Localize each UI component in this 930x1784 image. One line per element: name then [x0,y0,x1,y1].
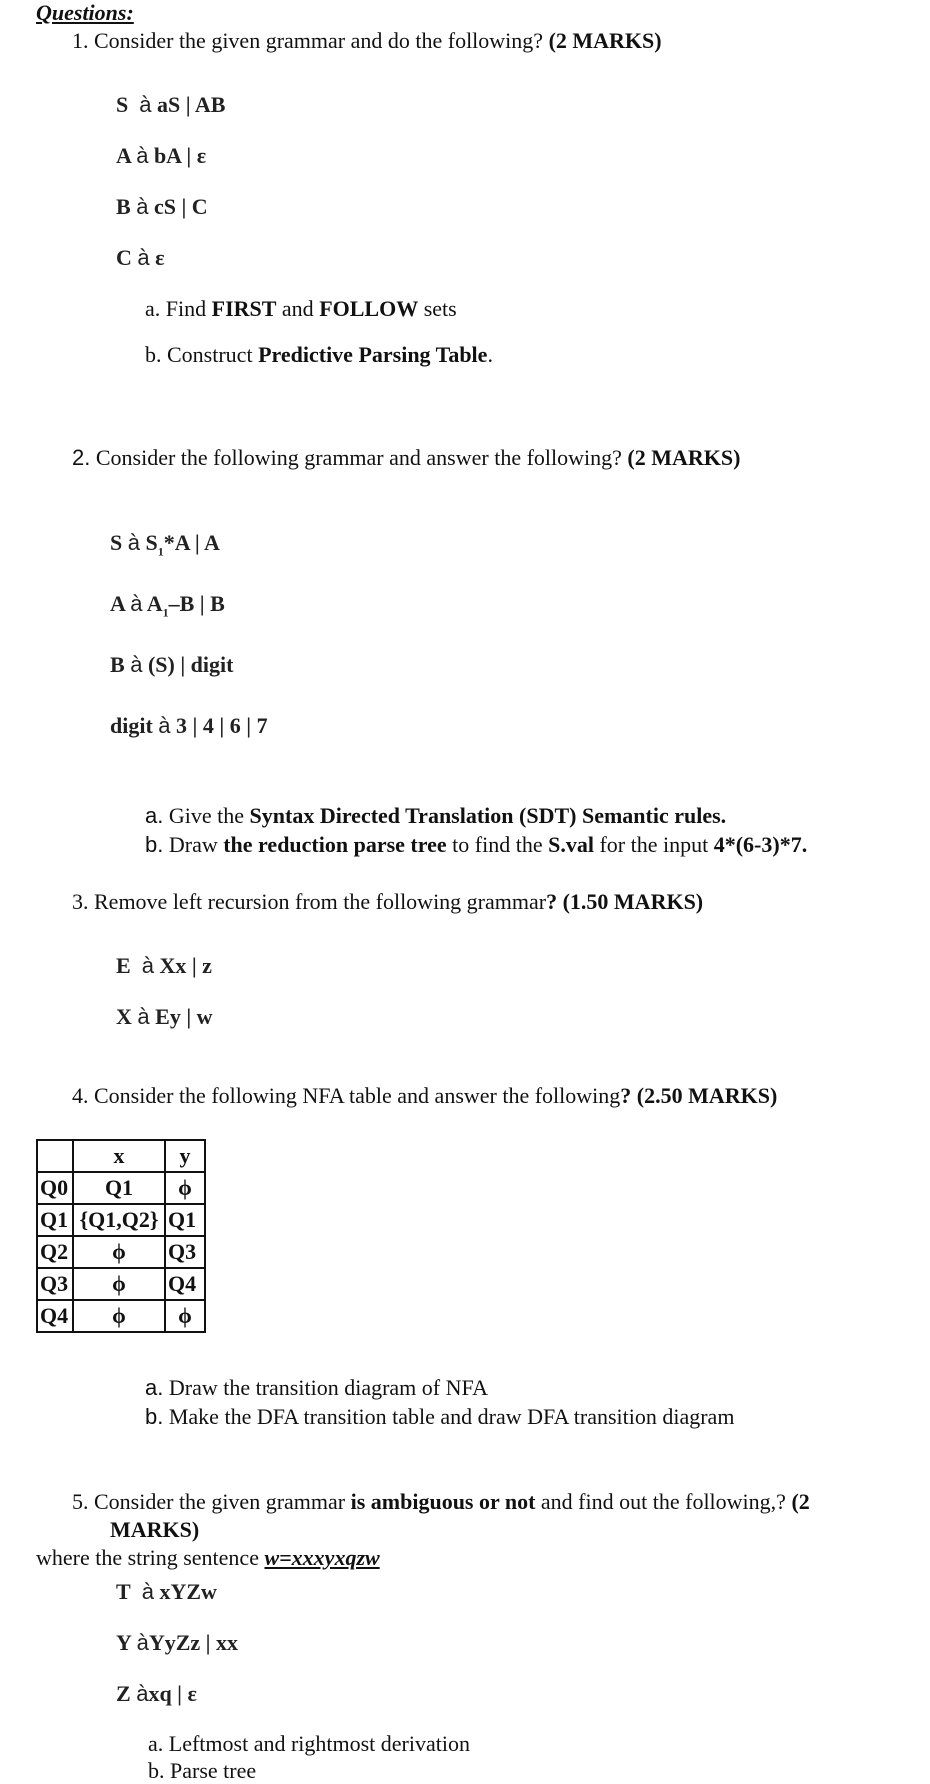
question-3: 3. Remove left recursion from the following grammar? (1.50 MARKS) [72,889,704,914]
table-header-cell [37,1140,73,1172]
table-cell: Q1 [73,1172,165,1204]
sub-question-2a: a. Give the Syntax Directed Translation (SDT) Semantic rules. [145,803,727,828]
grammar-rule: B à cS | C [116,194,208,219]
question-1 [72,28,662,54]
sub-question-4b: b. Make the DFA transition table and draw DFA transition diagram [145,1404,735,1429]
question-5-marks-cont: MARKS) [110,1517,200,1542]
table-cell: Q0 [37,1172,73,1204]
question-1-text: 1. Consider the given grammar and do the following? [72,28,544,53]
question-2: 2. Consider the following grammar and answer the following? (2 MARKS) [72,445,741,470]
grammar-rule: B à (S) | digit [110,652,234,677]
sub-question-5b: b. Parse tree [148,1758,257,1783]
sub-question-2b: b. Draw the reduction parse tree to find the S.val for the input 4*(6-3)*7. [145,832,808,857]
grammar-rule: S à aS | AB [116,92,226,117]
table-cell: ϕ [73,1300,165,1332]
table-cell: ϕ [165,1172,205,1204]
table-header-row [37,1140,205,1172]
table-cell: Q1 [165,1204,205,1236]
grammar-rule: E à Xx | z [116,953,212,978]
grammar-rule: S à $S_1*A$ | A [110,530,220,559]
question-5-string-line: where the string sentence w=xxxyxqzw [36,1545,380,1570]
table-header-cell: x [73,1140,165,1172]
question-5: 5. Consider the given grammar is ambiguous or not and find out the following,? (2 [72,1489,810,1514]
table-row [37,1172,205,1204]
string-sentence: w=xxxyxqzw [264,1545,380,1570]
question-4: 4. Consider the following NFA table and answer the following? (2.50 MARKS) [72,1083,778,1108]
question-2-marks: (2 MARKS) [627,445,741,470]
table-cell: Q1 [37,1204,73,1236]
table-cell: Q3 [37,1268,73,1300]
grammar-rule: digit à 3 | 4 | 6 | 7 [110,713,268,738]
grammar-rule: Y àYyZz | xx [116,1630,238,1655]
question-5-marks: (2 [791,1489,810,1514]
sub-question-1a: a. Find FIRST and FOLLOW sets [145,296,457,321]
grammar-rule: T à xYZw [116,1579,217,1604]
sub-question-4a: a. Draw the transition diagram of NFA [145,1375,488,1400]
table-cell: ϕ [73,1236,165,1268]
nfa-table [36,1139,206,1333]
table-cell: Q4 [165,1268,205,1300]
question-3-marks: ? (1.50 MARKS) [546,889,704,914]
page-title: Questions: [36,0,134,25]
grammar-rule: Z àxq | ε [116,1681,197,1706]
grammar-rule: X à Ey | w [116,1004,213,1029]
grammar-rule: C à ε [116,245,165,270]
grammar-rule: A à $A_1-B$ | B [110,591,225,620]
question-1-marks: (2 MARKS) [548,28,662,53]
table-cell: {Q1,Q2} [73,1204,165,1236]
sub-question-5a: a. Leftmost and rightmost derivation [148,1731,470,1756]
table-cell: ϕ [165,1300,205,1332]
table-row [37,1204,205,1236]
grammar-rule: A à bA | ε [116,143,207,168]
question-4-marks: ? (2.50 MARKS) [620,1083,778,1108]
table-row [37,1268,205,1300]
table-cell: Q3 [165,1236,205,1268]
table-cell: Q4 [37,1300,73,1332]
table-row [37,1300,205,1332]
table-header-cell: y [165,1140,205,1172]
table-row [37,1236,205,1268]
table-cell: ϕ [73,1268,165,1300]
sub-question-1b: b. Construct Predictive Parsing Table. [145,342,493,367]
table-cell: Q2 [37,1236,73,1268]
